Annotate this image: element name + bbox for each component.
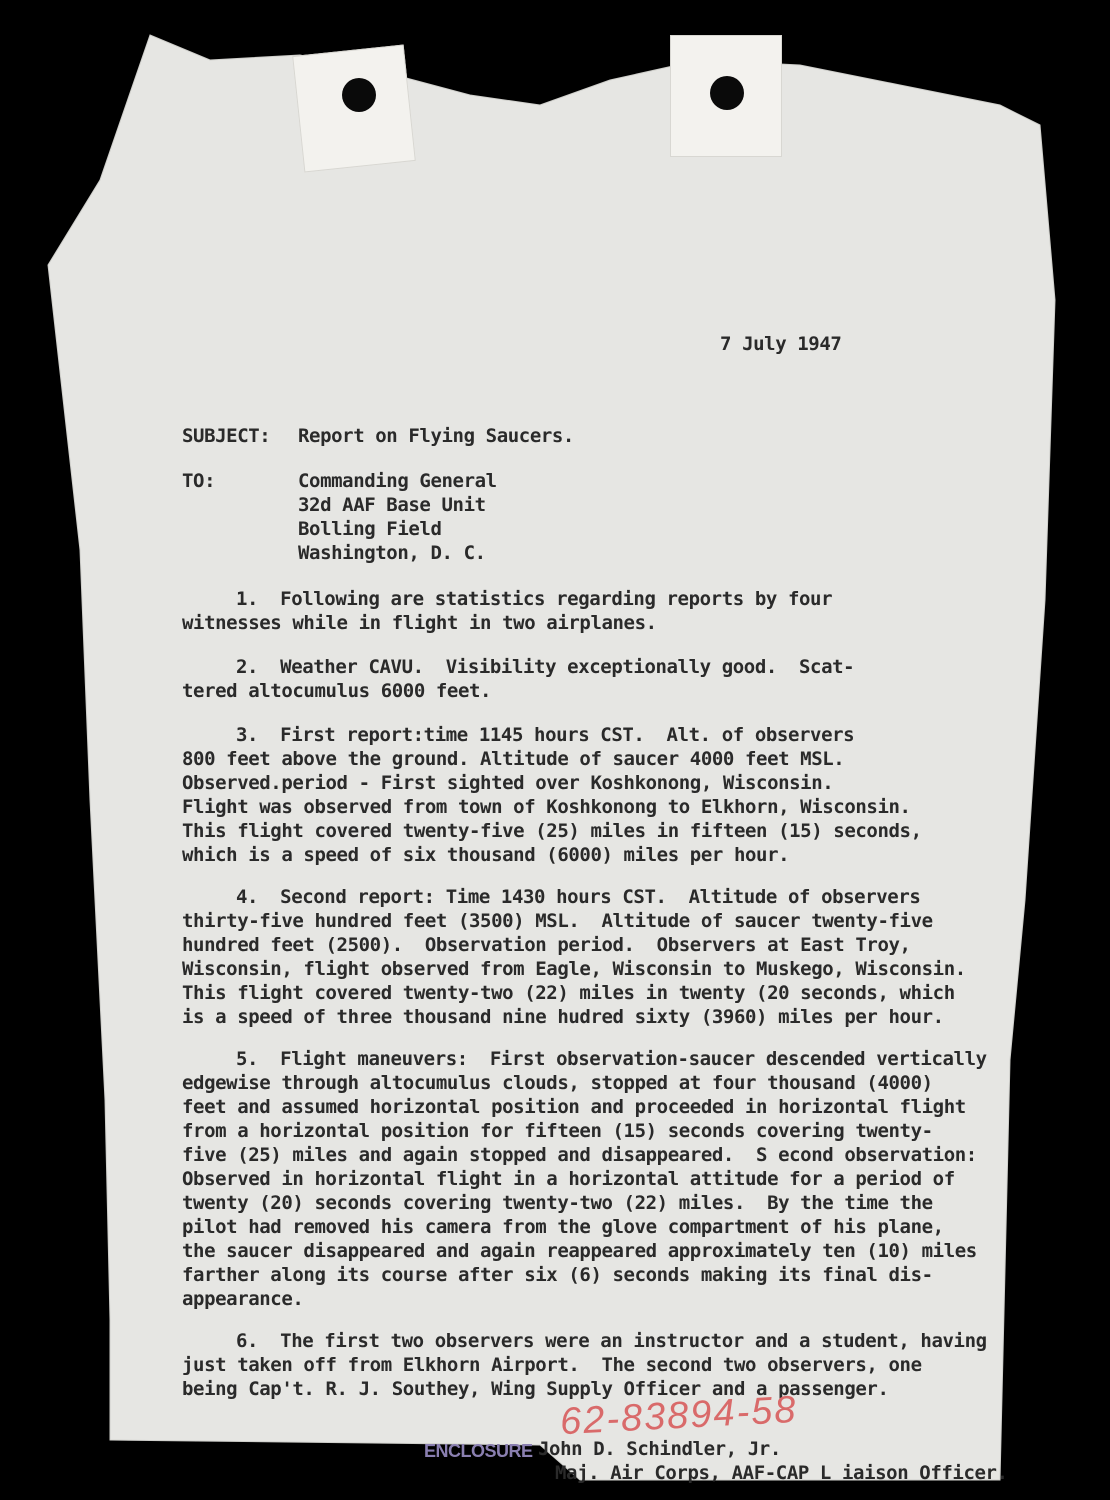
to-line: Washington, D. C. <box>298 542 486 564</box>
paragraph-line: 5. Flight maneuvers: First observation-saucer descended vertically <box>236 1048 987 1070</box>
paragraph-line: is a speed of three thousand nine hudred sixty (3960) miles per hour. <box>182 1006 944 1028</box>
paragraph-line: just taken off from Elkhorn Airport. The second two observers, one <box>182 1354 922 1376</box>
paragraph-line: twenty (20) seconds covering twenty-two (22) miles. By the time the <box>182 1192 933 1214</box>
paragraph-line: appearance. <box>182 1288 304 1310</box>
punch-hole-right <box>710 76 744 110</box>
signature-name: John D. Schindler, Jr. <box>538 1438 781 1460</box>
paragraph-line: the saucer disappeared and again reappeared approximately ten (10) miles <box>182 1240 977 1262</box>
enclosure-stamp: ENCLOSURE <box>424 1441 533 1461</box>
paragraph-line: 6. The first two observers were an instructor and a student, having <box>236 1330 987 1352</box>
paragraph-line: 800 feet above the ground. Altitude of saucer 4000 feet MSL. <box>182 748 845 770</box>
paragraph-line: farther along its course after six (6) seconds making its final dis- <box>182 1264 933 1286</box>
paragraph-line: being Cap't. R. J. Southey, Wing Supply Officer and a passenger. <box>182 1378 889 1400</box>
paragraph-line: five (25) miles and again stopped and disappeared. S econd observation: <box>182 1144 977 1166</box>
paragraph-line: 1. Following are statistics regarding reports by four <box>236 588 833 610</box>
signature-title: Maj. Air Corps, AAF-CAP L iaison Officer. <box>555 1462 1008 1484</box>
paragraph-line: This flight covered twenty-two (22) miles in twenty (20 seconds, which <box>182 982 955 1004</box>
to-line: Commanding General <box>298 470 497 492</box>
subject-label: SUBJECT: <box>182 425 271 447</box>
paragraph-line: 4. Second report: Time 1430 hours CST. Altitude of observers <box>236 886 921 908</box>
handwritten-file-number: 62-83894-58 <box>559 1388 799 1444</box>
to-label: TO: <box>182 470 216 492</box>
paragraph-line: Flight was observed from town of Koshkonong to Elkhorn, Wisconsin. <box>182 796 911 818</box>
paragraph-line: pilot had removed his camera from the glove compartment of his plane, <box>182 1216 944 1238</box>
paragraph-line: Wisconsin, flight observed from Eagle, Wisconsin to Muskego, Wisconsin. <box>182 958 966 980</box>
paragraph-line: tered altocumulus 6000 feet. <box>182 680 492 702</box>
paragraph-line: 3. First report:time 1145 hours CST. Alt. of observers <box>236 724 855 746</box>
paragraph-line: hundred feet (2500). Observation period. Observers at East Troy, <box>182 934 911 956</box>
paragraph-line: which is a speed of six thousand (6000) miles per hour. <box>182 844 790 866</box>
to-line: 32d AAF Base Unit <box>298 494 486 516</box>
paragraph-line: Observed.period - First sighted over Koshkonong, Wisconsin. <box>182 772 834 794</box>
document-date: 7 July 1947 <box>720 333 842 355</box>
to-line: Bolling Field <box>298 518 442 540</box>
paragraph-line: edgewise through altocumulus clouds, stopped at four thousand (4000) <box>182 1072 933 1094</box>
paragraph-line: This flight covered twenty-five (25) miles in fifteen (15) seconds, <box>182 820 922 842</box>
paragraph-line: from a horizontal position for fifteen (15) seconds covering twenty- <box>182 1120 933 1142</box>
paragraph-line: 2. Weather CAVU. Visibility exceptionally good. Scat- <box>236 656 855 678</box>
subject-text: Report on Flying Saucers. <box>298 425 574 447</box>
paragraph-line: thirty-five hundred feet (3500) MSL. Altitude of saucer twenty-five <box>182 910 933 932</box>
paragraph-line: witnesses while in flight in two airplanes. <box>182 612 657 634</box>
paragraph-line: Observed in horizontal flight in a horizontal attitude for a period of <box>182 1168 955 1190</box>
paragraph-line: feet and assumed horizontal position and proceeded in horizontal flight <box>182 1096 966 1118</box>
punch-hole-left <box>342 78 376 112</box>
